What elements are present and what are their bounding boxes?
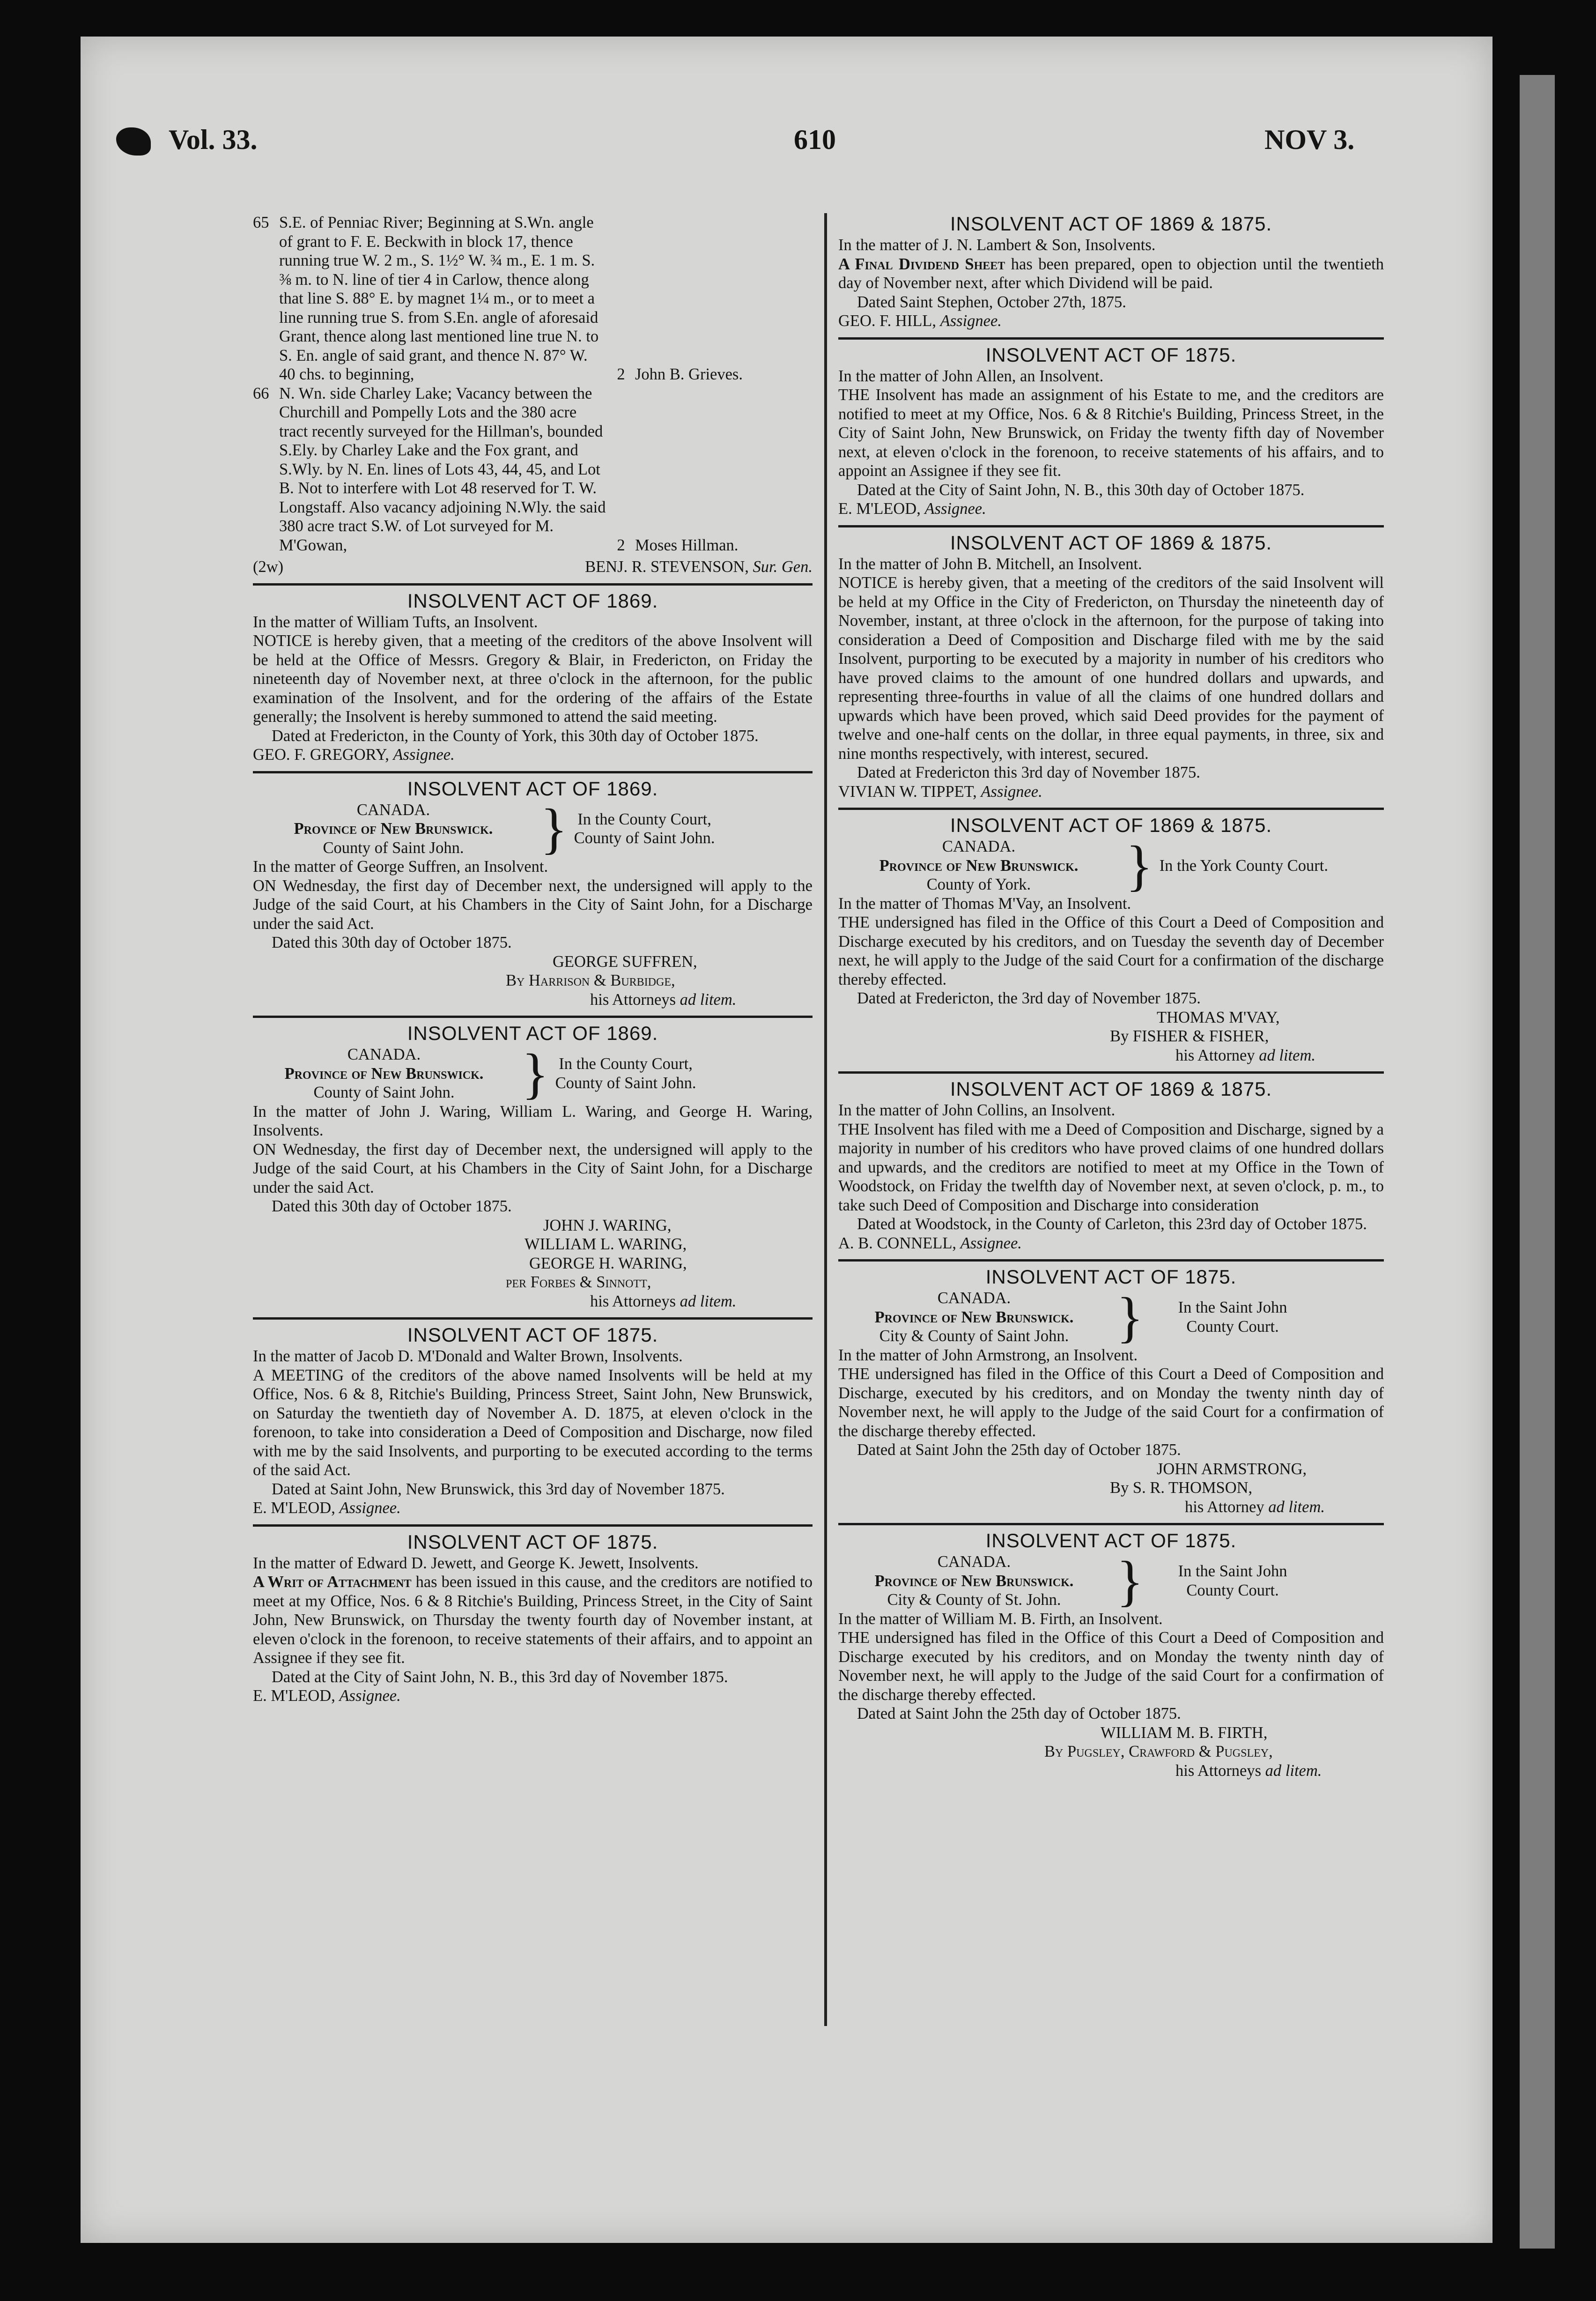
lot-applicant: John B. Grieves.: [635, 365, 743, 383]
signer-role: [838, 1046, 1384, 1065]
signer-attorney: per Forbes & Sinnott,: [506, 1273, 651, 1291]
insertion-tag: (2w): [253, 558, 284, 576]
court-name: [1150, 1298, 1287, 1336]
court-header: [838, 834, 1384, 897]
court-header: [253, 797, 813, 860]
brace: }: [1126, 834, 1153, 897]
court-line: In the County Court,: [577, 810, 711, 828]
court-line: In the Saint John: [1178, 1299, 1287, 1317]
court-name: [1150, 1562, 1287, 1600]
notice-title: INSOLVENT ACT OF 1869 & 1875.: [950, 213, 1272, 235]
court-header: [253, 1042, 813, 1105]
notice-jewett: [253, 1524, 813, 1706]
notice-dated: Dated this 30th day of October 1875.: [272, 1197, 512, 1215]
notice-firth: [838, 1523, 1384, 1780]
notice-body: NOTICE is hereby given, that a meeting of the creditors of the said Insolvent will be held at my Office in the City of Fredericton, on Thursday the nineteenth day of November, instant, at three o'clock in the afternoon, for the purpose of taking into consideration a Deed of Composition and Discharge filed with me by the said Insolvent, purporting to be executed by a majority in number of his creditors who have proved claims to the amount of one hundred dollars and upwards, and representing three-fourths in value of all the claims of one hundred dollars and upwards which have been proved, which said Deed provides for the payment of twelve and one-half cents on the dollar, in three equal payments, in three, six and nine months respectively, with interest, secured.: [838, 574, 1384, 763]
lot-quantity: 2: [617, 365, 625, 383]
surveyor-name: BENJ. R. STEVENSON,: [585, 558, 749, 576]
signer-attorney: By Harrison & Burbidge,: [506, 972, 675, 989]
page-number: 610: [794, 124, 836, 155]
notice-matter: In the matter of William M. B. Firth, an Insolvent.: [838, 1610, 1163, 1628]
country-label: CANADA.: [347, 1046, 421, 1063]
notice-title: INSOLVENT ACT OF 1869.: [407, 589, 658, 612]
notice-dated: Dated at Fredericton, the 3rd day of November 1875.: [857, 989, 1201, 1007]
notice-dated: Dated at Saint John the 25th day of October 1875.: [857, 1705, 1181, 1722]
signer-name: VIVIAN W. TIPPET,: [838, 782, 977, 801]
country-label: CANADA.: [937, 1553, 1011, 1571]
page-edge-shadow: [1520, 75, 1555, 2249]
surveyor-title: Sur. Gen.: [753, 558, 813, 576]
signer-name: E. M'LEOD,: [838, 500, 921, 518]
volume-label: Vol. 33.: [169, 124, 258, 155]
notice-matter: In the matter of Jacob D. M'Donald and Walter Brown, Insolvents.: [253, 1347, 683, 1365]
brace: }: [522, 1042, 549, 1105]
county-label: City & County of Saint John.: [879, 1327, 1069, 1345]
court-line: County Court.: [1186, 1581, 1279, 1599]
notice-signature: [838, 1234, 1384, 1253]
court-name: [555, 1054, 696, 1092]
notice-matter: In the matter of John Collins, an Insolvent.: [838, 1101, 1116, 1119]
notice-matter: In the matter of John J. Waring, William L. Waring, and George H. Waring, Insolvents.: [253, 1102, 813, 1139]
notice-signature: [838, 312, 1384, 331]
lot-description: S.E. of Penniac River; Beginning at S.Wn. angle of grant to F. E. Beckwith in block 17, thence running true W. 2 m., S. 1½° W. ¾ m., E. 1 m. S. ⅜ m. to N. line of tier 4 in Carlow, thence along that line S. 88° E. by magnet 1¼ m., or to meet a line running true S. from S.En. angle of aforesaid Grant, thence along last mentioned line true N. to S. En. angle of said grant, and thence N. 87° W. 40 chs. to beginning,: [279, 214, 599, 383]
notice-body: A MEETING of the creditors of the above named Insolvents will be held at my Office, Nos. 6 & 8, Ritchie's Building, Princess Street, Saint John, New Brunswick, on Saturday the twentieth day of November A. D. 1875, at eleven o'clock in the forenoon, to take into consideration a Deed of Composition and Discharge, now filed with me by the said Insolvents, and purporting to be executed according to the terms of the said Act.: [253, 1366, 813, 1479]
notice-title: INSOLVENT ACT OF 1869 & 1875.: [950, 1078, 1272, 1100]
notice-lead: A Final Dividend Sheet: [838, 255, 1005, 273]
notice-body: THE undersigned has filed in the Office of this Court a Deed of Composition and Discharge executed by his creditors, and on Monday the twenty ninth day of November next, he will apply to the Judge of the said Court for a confirmation of the discharge thereby effected.: [838, 1629, 1384, 1704]
country-label: CANADA.: [356, 801, 430, 819]
notice-dated: Dated at Saint John, New Brunswick, this 3rd day of November 1875.: [272, 1480, 725, 1498]
notice-title: INSOLVENT ACT OF 1875.: [407, 1530, 658, 1553]
lot-applicant: Moses Hillman.: [635, 536, 739, 554]
attorney-latin: ad litem.: [1259, 1046, 1315, 1064]
notice-title: INSOLVENT ACT OF 1869 & 1875.: [950, 814, 1272, 836]
jurisdiction: [253, 801, 534, 858]
notice-text: has been issued in this cause, and the creditors are notified to meet at my Office, Nos. 6 & 8 Ritchie's Building, Princess Street, in the City of Saint John, New Brunswick, on Thursday the twenty fourth day of November instant, at eleven o'clock in the forenoon, to receive statements of their affairs, and to appoint an Assignee if they see fit.: [253, 1573, 813, 1667]
court-header: [838, 1285, 1384, 1348]
lot-number: 65: [253, 214, 269, 231]
brace: }: [1116, 1285, 1144, 1348]
notice-dated: Dated at the City of Saint John, N. B., this 30th day of October 1875.: [857, 481, 1305, 499]
country-label: CANADA.: [942, 838, 1016, 855]
notice-title: INSOLVENT ACT OF 1875.: [985, 1266, 1237, 1288]
country-label: CANADA.: [937, 1289, 1011, 1307]
notice-title: INSOLVENT ACT OF 1875.: [407, 1324, 658, 1346]
county-label: County of York.: [926, 876, 1031, 893]
notice-dated: Dated at Fredericton this 3rd day of November 1875.: [857, 764, 1200, 781]
attorney-label: his Attorney: [1185, 1498, 1264, 1516]
signer-role: Assignee.: [924, 500, 986, 518]
signer-name: GEORGE SUFFREN,: [553, 952, 697, 971]
notice-matter: In the matter of William Tufts, an Insolvent.: [253, 613, 538, 631]
notice-title: INSOLVENT ACT OF 1875.: [985, 1529, 1237, 1551]
left-column: [253, 213, 813, 1706]
notice-dated: Dated at Woodstock, in the County of Carleton, this 23rd day of October 1875.: [857, 1215, 1367, 1233]
province-label: Province of New Brunswick.: [879, 856, 1079, 875]
notice-dated: Dated at Fredericton, in the County of York, this 30th day of October 1875.: [272, 727, 759, 745]
notice-dated: Dated at the City of Saint John, N. B., this 3rd day of November 1875.: [272, 1668, 728, 1686]
signer-name: JOHN ARMSTRONG,: [1157, 1460, 1307, 1478]
court-line: County Court.: [1186, 1317, 1279, 1336]
signer-role: Assignee.: [339, 1687, 401, 1705]
notice-body: THE undersigned has filed in the Office of this Court a Deed of Composition and Discharge, executed by his creditors, and on Monday the twenty ninth day of November next, he will apply to the Judge of the said Court for a confirmation of the discharge thereby effected.: [838, 1365, 1384, 1440]
county-label: City & County of St. John.: [887, 1591, 1061, 1609]
signer-name: E. M'LEOD,: [253, 1499, 335, 1517]
jurisdiction: [253, 1045, 515, 1102]
notice-signature: [253, 1686, 813, 1706]
notice-mcdonald-brown: [253, 1317, 813, 1518]
attorney-label: his Attorneys: [1175, 1761, 1262, 1780]
signer-role: [838, 1498, 1384, 1517]
signer-name: WILLIAM L. WARING,: [525, 1235, 687, 1253]
lot-description: N. Wn. side Charley Lake; Vacancy between the Churchill and Pompelly Lots and the 380 acre tract recently surveyed for the Hillman's, bounded S.Ely. by Charley Lake and the Fox grant, and S.Wly. by N. En. lines of Lots 43, 44, 45, and Lot B. Not to interfere with Lot 48 reserved for T. W. Longstaff. Also vacancy adjoining N.Wly. the said 380 acre tract S.W. of Lot surveyed for M. M'Gowan,: [279, 384, 606, 554]
jurisdiction: [838, 1289, 1110, 1346]
notice-text: has been prepared, open to objection until the twentieth day of November next, after which Dividend will be paid.: [838, 255, 1384, 292]
land-lot-65: [253, 213, 813, 384]
court-name: [1160, 856, 1328, 876]
land-lot-66: [253, 384, 813, 555]
court-line: County of Saint John.: [574, 829, 715, 847]
signer-name: GEORGE H. WARING,: [529, 1254, 687, 1272]
notice-body: [838, 255, 1384, 293]
notice-title: INSOLVENT ACT OF 1869.: [407, 1022, 658, 1044]
notice-body: THE Insolvent has filed with me a Deed of Composition and Discharge, signed by a majority in number of his creditors who have proved claims of one hundred dollars and upwards, and the creditors are notified to meet at my Office in the Town of Woodstock, on Friday the twelfth day of November next, at seven o'clock, p. m., to take such Deed of Composition and Discharge into consideration: [838, 1120, 1384, 1214]
issue-date: NOV 3.: [1264, 124, 1355, 155]
notice-title: INSOLVENT ACT OF 1875.: [985, 343, 1237, 366]
province-label: Province of New Brunswick.: [874, 1572, 1074, 1590]
notice-body: ON Wednesday, the first day of December next, the undersigned will apply to the Judge of the said Court, at his Chambers in the City of Saint John, for a Discharge under the said Act.: [253, 876, 813, 933]
signer-role: [253, 1292, 813, 1311]
notice-mitchell: [838, 525, 1384, 802]
right-column: [838, 213, 1384, 1780]
province-label: Province of New Brunswick.: [284, 1064, 484, 1083]
signer-name: A. B. CONNELL,: [838, 1234, 957, 1252]
notice-suffren: [253, 771, 813, 1009]
notice-title: INSOLVENT ACT OF 1869 & 1875.: [950, 531, 1272, 554]
notice-matter: In the matter of Thomas M'Vay, an Insolvent.: [838, 894, 1131, 913]
court-header: [838, 1549, 1384, 1612]
notice-title: INSOLVENT ACT OF 1869.: [407, 777, 658, 800]
notice-mcvay: [838, 808, 1384, 1065]
notice-body: ON Wednesday, the first day of December next, the undersigned will apply to the Judge of the said Court, at his Chambers in the City of Saint John, for a Discharge under the said Act.: [253, 1140, 813, 1196]
signer-name: E. M'LEOD,: [253, 1687, 335, 1705]
signer-role: Assignee.: [339, 1499, 401, 1517]
land-signature-line: [253, 557, 813, 577]
notice-matter: In the matter of George Suffren, an Insolvent.: [253, 858, 548, 876]
court-name: [574, 810, 715, 848]
brace: }: [540, 797, 568, 860]
jurisdiction: [838, 1552, 1110, 1610]
notice-lambert: [838, 213, 1384, 331]
notice-allen: [838, 337, 1384, 519]
attorney-label: his Attorney: [1175, 1046, 1255, 1064]
court-line: In the Saint John: [1178, 1562, 1287, 1581]
lot-quantity: 2: [617, 536, 625, 554]
attorney-latin: ad litem.: [1268, 1498, 1325, 1516]
signer-name: JOHN J. WARING,: [543, 1216, 672, 1234]
signer-attorney: By S. R. THOMSON,: [1110, 1479, 1253, 1497]
notice-matter: In the matter of John B. Mitchell, an Insolvent.: [838, 555, 1142, 573]
notice-collins: [838, 1071, 1384, 1253]
court-line: In the York County Court.: [1159, 856, 1328, 875]
signer-name: THOMAS M'VAY,: [1157, 1008, 1280, 1026]
signer-role: [253, 990, 813, 1009]
signer-role: Assignee.: [393, 746, 455, 764]
signer-name: GEO. F. GREGORY,: [253, 746, 389, 764]
notice-armstrong: [838, 1259, 1384, 1516]
notice-signature: [253, 745, 813, 765]
county-label: County of Saint John.: [323, 839, 464, 857]
attorney-latin: ad litem.: [680, 990, 737, 1009]
notice-body: NOTICE is hereby given, that a meeting of the creditors of the above Insolvent will be held at the Office of Messrs. Gregory & Blair, in Fredericton, on Friday the nineteenth day of November next, at three o'clock in the afternoon, for the public examination of the Insolvent, and for the ordering of the affairs of the Estate generally; the Insolvent is hereby summoned to attend the said meeting.: [253, 632, 813, 726]
signer-role: [838, 1761, 1384, 1781]
signer-attorney: By Pugsley, Crawford & Pugsley,: [1044, 1743, 1273, 1760]
notice-signature: [838, 499, 1384, 519]
column-divider: [824, 213, 827, 2026]
signer-name: WILLIAM M. B. FIRTH,: [1101, 1723, 1268, 1742]
lot-number: 66: [253, 384, 269, 402]
notice-tufts: [253, 583, 813, 765]
attorney-label: his Attorneys: [590, 990, 676, 1009]
province-label: Province of New Brunswick.: [874, 1308, 1074, 1326]
notice-body: [253, 1573, 813, 1668]
notice-dated: Dated Saint Stephen, October 27th, 1875.: [857, 293, 1126, 311]
notice-dated: Dated at Saint John the 25th day of October 1875.: [857, 1441, 1181, 1459]
signer-name: GEO. F. HILL,: [838, 312, 937, 330]
notice-matter: In the matter of John Armstrong, an Insolvent.: [838, 1346, 1138, 1364]
notice-matter: In the matter of J. N. Lambert & Son, Insolvents.: [838, 236, 1156, 254]
signer-role: Assignee.: [940, 312, 1002, 330]
signer-attorney: By FISHER & FISHER,: [1110, 1027, 1269, 1045]
jurisdiction: [838, 837, 1119, 894]
attorney-latin: ad litem.: [1265, 1761, 1322, 1780]
signer-role: Assignee.: [981, 782, 1042, 801]
attorney-label: his Attorneys: [590, 1292, 676, 1310]
notice-matter: In the matter of Edward D. Jewett, and George K. Jewett, Insolvents.: [253, 1554, 699, 1572]
notice-signature: [838, 782, 1384, 802]
notice-lead: A Writ of Attachment: [253, 1573, 412, 1591]
brace: }: [1116, 1549, 1144, 1612]
county-label: County of Saint John.: [313, 1084, 455, 1101]
court-line: County of Saint John.: [555, 1074, 696, 1092]
notice-waring: [253, 1016, 813, 1311]
notice-matter: In the matter of John Allen, an Insolvent.: [838, 367, 1104, 385]
notice-signature: [253, 1499, 813, 1518]
attorney-latin: ad litem.: [680, 1292, 737, 1310]
notice-dated: Dated this 30th day of October 1875.: [272, 934, 512, 951]
court-line: In the County Court,: [559, 1055, 693, 1073]
notice-body: THE Insolvent has made an assignment of his Estate to me, and the creditors are notified to meet at my Office, Nos. 6 & 8 Ritchie's Building, Princess Street, in the City of Saint John, New Brunswick, on Friday the twenty fifth day of November next, at eleven o'clock in the forenoon, to receive statements of his affairs, and to appoint an Assignee if they see fit.: [838, 386, 1384, 480]
province-label: Province of New Brunswick.: [294, 820, 493, 838]
notice-body: THE undersigned has filed in the Office of this Court a Deed of Composition and Discharge executed by his creditors, and on Tuesday the seventh day of December next, he will apply to the Judge of the said Court for a confirmation of the discharge thereby effected.: [838, 913, 1384, 988]
signer-role: Assignee.: [960, 1234, 1022, 1252]
